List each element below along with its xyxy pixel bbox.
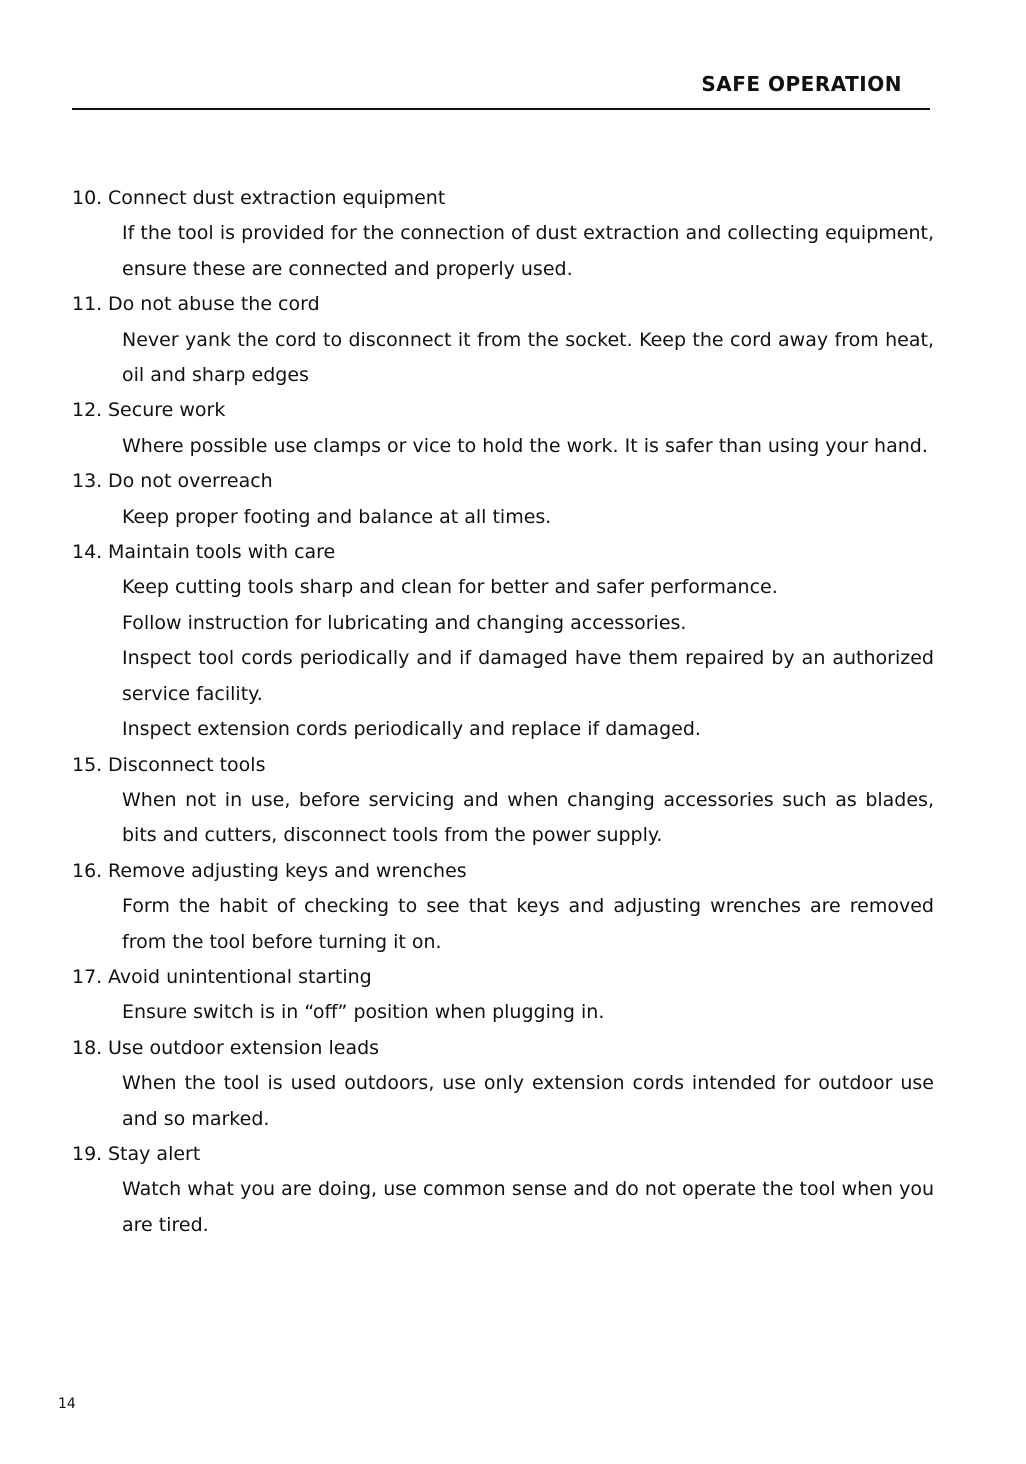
item-heading: [72, 1137, 942, 1172]
item-title: Do not abuse the cord: [108, 293, 320, 316]
list-item: [72, 181, 942, 287]
list-item: [72, 1031, 942, 1137]
list-item: [72, 535, 942, 747]
item-heading: [72, 748, 942, 783]
item-number: 10.: [72, 187, 103, 209]
item-title: Do not overreach: [108, 470, 273, 493]
list-item: [72, 464, 942, 535]
item-title: Maintain tools with care: [108, 541, 336, 564]
item-number: 15.: [72, 753, 103, 776]
safety-item-list: [72, 181, 942, 1243]
list-item: [72, 1137, 942, 1243]
item-heading: [72, 960, 942, 995]
item-number: 17.: [72, 965, 103, 988]
item-description: When not in use, before servicing and when changing accessories such as blades, bits and cutters, disconnect tools from the power supply.: [122, 788, 934, 847]
item-description: Inspect extension cords periodically and replace if damaged.: [122, 718, 701, 741]
item-title: Stay alert: [108, 1142, 201, 1165]
item-heading: [72, 1031, 942, 1066]
item-heading: [72, 464, 942, 499]
item-description: Keep proper footing and balance at all times.: [122, 505, 552, 528]
item-title: Disconnect tools: [108, 753, 266, 776]
page-header-title: SAFE OPERATION: [701, 72, 902, 96]
page-number: 14: [58, 1396, 76, 1412]
item-title: Avoid unintentional starting: [108, 965, 372, 988]
item-number: 19.: [72, 1142, 103, 1165]
header-rule: [72, 108, 930, 110]
item-number: 18.: [72, 1036, 103, 1059]
item-description: Form the habit of checking to see that keys and adjusting wrenches are removed from the tool before turning it on.: [122, 895, 934, 953]
list-item: [72, 854, 942, 960]
item-description: Ensure switch is in “off” position when plugging in.: [122, 1001, 605, 1024]
item-title: Remove adjusting keys and wrenches: [108, 859, 467, 882]
item-description: Inspect tool cords periodically and if damaged have them repaired by an authorized service facility.: [122, 647, 934, 705]
item-heading: [72, 393, 942, 428]
list-item: [72, 748, 942, 854]
item-title: Secure work: [108, 399, 226, 422]
item-description: Follow instruction for lubricating and changing accessories.: [122, 611, 687, 634]
item-description: If the tool is provided for the connection of dust extraction and collecting equipment, ensure these are connected and properly used.: [122, 222, 934, 280]
list-item: [72, 393, 942, 464]
list-item: [72, 960, 942, 1031]
item-number: 16.: [72, 859, 103, 882]
item-description: Where possible use clamps or vice to hold the work. It is safer than using your hand.: [122, 434, 928, 457]
item-number: 11.: [72, 293, 103, 316]
item-heading: [72, 854, 942, 889]
item-heading: [72, 535, 942, 570]
item-number: 13.: [72, 470, 103, 493]
item-description: Keep cutting tools sharp and clean for better and safer performance.: [122, 576, 778, 599]
item-heading: [72, 287, 942, 322]
item-number: 12.: [72, 399, 103, 422]
item-heading: [72, 181, 942, 216]
item-description: When the tool is used outdoors, use only extension cords intended for outdoor use and so marked.: [122, 1072, 934, 1130]
list-item: [72, 287, 942, 393]
item-number: 14.: [72, 541, 103, 564]
item-description: Never yank the cord to disconnect it from the socket. Keep the cord away from heat, oil and sharp edges: [122, 328, 934, 387]
item-title: Use outdoor extension leads: [108, 1036, 380, 1059]
item-description: Watch what you are doing, use common sense and do not operate the tool when you are tired.: [122, 1178, 934, 1236]
item-title: Connect dust extraction equipment: [108, 187, 446, 209]
